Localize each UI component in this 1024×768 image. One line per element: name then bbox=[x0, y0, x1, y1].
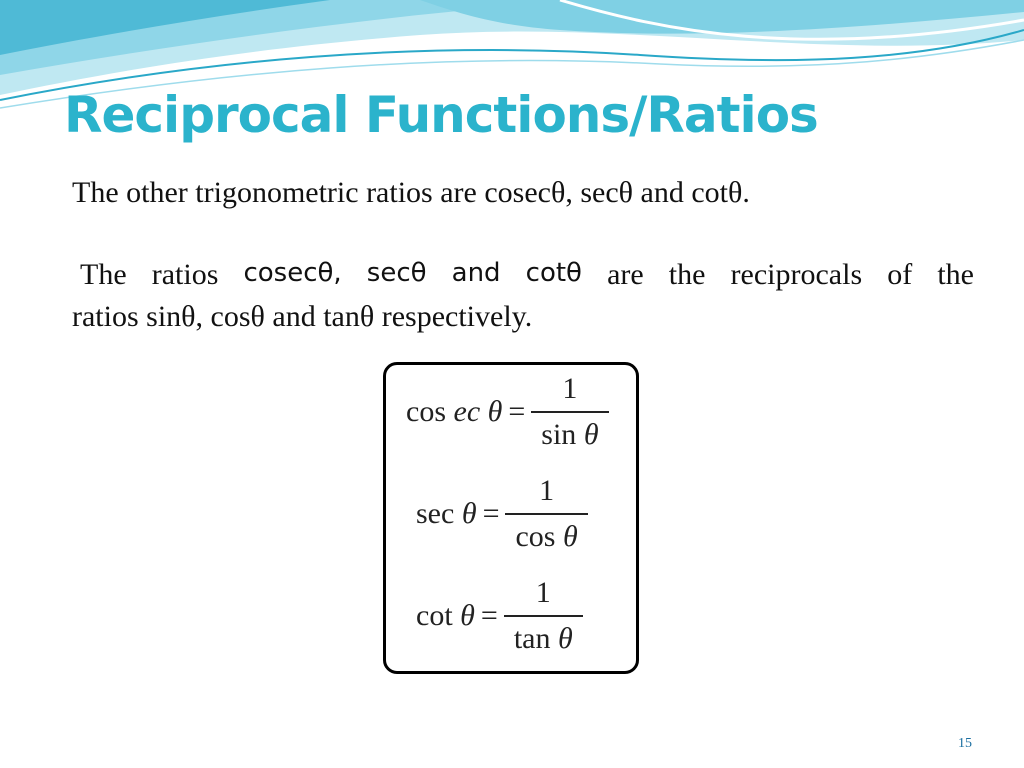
formula-lhs: cos ec θ bbox=[406, 395, 503, 428]
word: reciprocals bbox=[730, 258, 863, 291]
intro-text: The other trigonometric ratios are cosecθ, secθ and cotθ. bbox=[72, 176, 750, 209]
denominator: cos θ bbox=[515, 520, 578, 553]
numerator: 1 bbox=[539, 474, 555, 507]
numerator: 1 bbox=[562, 372, 578, 405]
formula-lhs: cot θ bbox=[416, 599, 475, 632]
word: The bbox=[80, 258, 127, 291]
word: cotθ bbox=[525, 258, 582, 288]
page-number: 15 bbox=[958, 736, 972, 751]
word: are bbox=[607, 258, 644, 291]
fraction bbox=[505, 473, 587, 555]
denominator: tan θ bbox=[513, 622, 573, 655]
equals-sign: = bbox=[480, 599, 498, 632]
word: the bbox=[937, 258, 974, 291]
word: ratios bbox=[151, 258, 219, 291]
equals-sign: = bbox=[508, 395, 526, 428]
sec-formula bbox=[416, 473, 588, 555]
equals-sign: = bbox=[482, 497, 500, 530]
word: the bbox=[668, 258, 706, 291]
word: of bbox=[887, 258, 913, 291]
word: cosecθ, bbox=[243, 258, 342, 288]
fraction bbox=[504, 575, 583, 657]
reciprocals-text-line-2: ratios sinθ, cosθ and tanθ respectively. bbox=[72, 300, 533, 333]
slide-title: Reciprocal Functions/Ratios bbox=[64, 86, 818, 144]
cosec-formula bbox=[406, 371, 609, 453]
formula-lhs: sec θ bbox=[416, 497, 477, 530]
cot-formula bbox=[416, 575, 583, 657]
word: secθ bbox=[366, 258, 427, 288]
numerator: 1 bbox=[535, 576, 551, 609]
fraction bbox=[531, 371, 608, 453]
reciprocals-text-line-1 bbox=[80, 258, 974, 292]
formula-box bbox=[383, 362, 639, 674]
denominator: sin θ bbox=[541, 418, 599, 451]
word: and bbox=[451, 258, 501, 288]
